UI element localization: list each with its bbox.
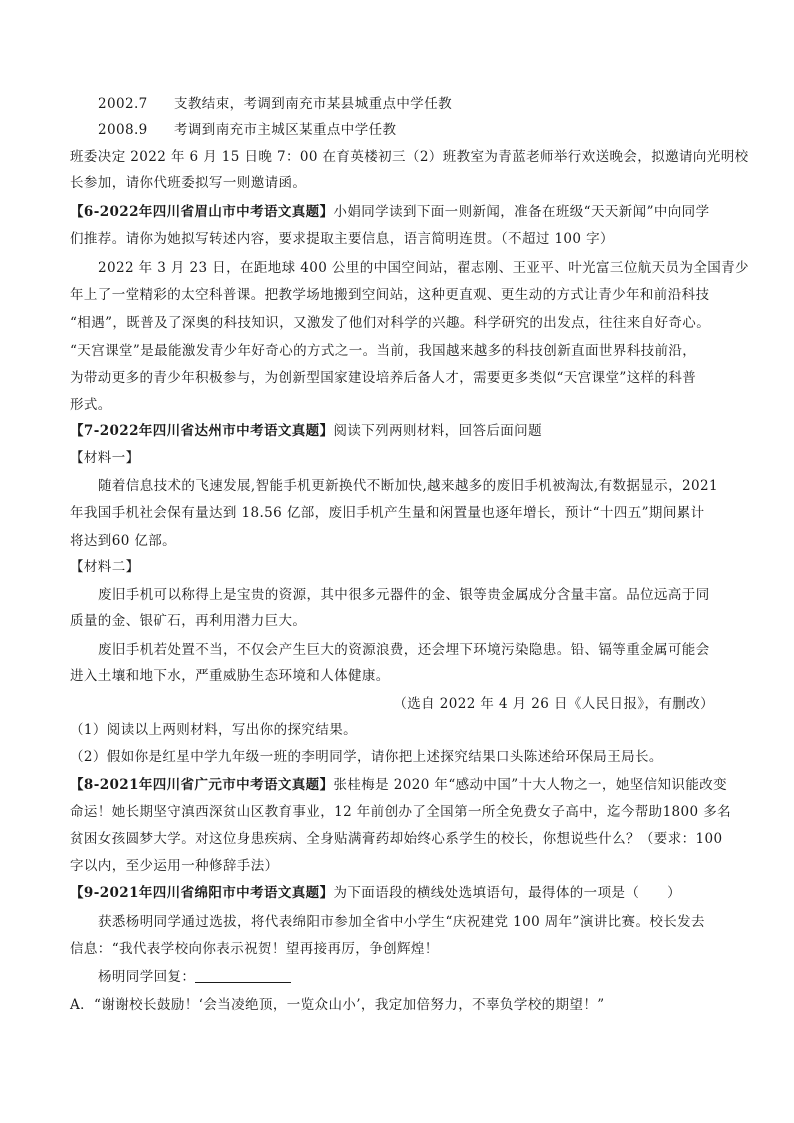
schedule-date: 2002.7 [98, 96, 148, 112]
material-source: （选自 2022 年 4 月 26 日《人民日报》，有删改） [393, 696, 714, 712]
material-two-title: 【材料二】 [70, 559, 140, 575]
q8-text-line: 字以内，至少运用一种修辞手法） [70, 858, 279, 874]
q8-source-tag: 【8-2021年四川省广元市中考语文真题】 [70, 777, 334, 793]
q5-task-line: 长参加，请你代班委拟写一则邀请函。 [70, 175, 307, 191]
q9-source-tag: 【9-2021年四川省绵阳市中考语文真题】 [70, 885, 334, 901]
schedule-row [98, 120, 758, 140]
material-two-line: 废旧手机若处置不当，不仅会产生巨大的资源浪费，还会埋下环境污染隐患。铅、镉等重金属可能会 [98, 642, 710, 658]
schedule-text: 考调到南充市主城区某重点中学任教 [174, 122, 397, 138]
q6-news-line: 形式。 [70, 397, 112, 413]
answer-blank [195, 968, 291, 983]
q9-passage-line: 获悉杨明同学通过选拔，将代表绵阳市参加全省中小学生“庆祝建党 100 周年”演讲比赛。校长发去 [98, 914, 705, 930]
q8-text: 张桂梅是 2020 年“感动中国”十大人物之一，她坚信知识能改变 [333, 777, 728, 793]
material-one-line: 随着信息技术的飞速发展,智能手机更新换代不断加快,越来越多的废旧手机被淘汰,有数据显示，2021 [98, 478, 718, 494]
q8-text-line: 贫困女孩圆梦大学。对这位身患疾病、全身贴满膏药却始终心系学生的校长，你想说些什么？（要求：100 [70, 831, 723, 847]
q5-task-line: 班委决定 2022 年 6 月 15 日晚 7：00 在育英楼初三（2）班教室为青蓝老师举行欢送晚会，拟邀请向光明校 [70, 149, 749, 165]
q7-subquestion-1: （1）阅读以上两则材料，写出你的探究结果。 [70, 722, 357, 738]
q6-news-line: 2022 年 3 月 23 日，在距地球 400 公里的中国空间站，翟志刚、王亚平、叶光富三位航天员为全国青少 [98, 260, 749, 276]
q7-source-tag: 【7-2022年四川省达州市中考语文真题】 [70, 423, 334, 439]
material-one-line: 年我国手机社会保有量达到 18.56 亿部，废旧手机产生量和闲置量也逐年增长，预计“十四五”期间累计 [70, 505, 705, 521]
q9-passage-line: 信息：“我代表学校向你表示祝贺！望再接再厉，争创辉煌！ [70, 941, 439, 957]
material-one-line: 将达到60 亿部。 [70, 533, 177, 549]
q6-source-tag: 【6-2022年四川省眉山市中考语文真题】 [70, 204, 334, 220]
material-two-line: 废旧手机可以称得上是宝贵的资源，其中很多元器件的金、银等贵金属成分含量丰富。品位远高于同 [98, 587, 710, 603]
material-one-title: 【材料一】 [70, 450, 140, 466]
schedule-row [98, 94, 758, 114]
q6-news-line: 年上了一堂精彩的太空科普课。把教学场地搬到空间站，这种更直观、更生动的方式让青少年和前沿科技 [70, 287, 710, 303]
q7-heading-line [70, 421, 730, 441]
q7-prompt: 阅读下列两则材料，回答后面问题 [333, 423, 542, 439]
q7-subquestion-2: （2）假如你是红星中学九年级一班的李明同学，请你把上述探究结果口头陈述给环保局王局长。 [70, 749, 663, 765]
q6-heading-line [70, 202, 730, 222]
q8-text-line: 命运！她长期坚守滇西深贫山区教育事业，12 年前创办了全国第一所全免费女子高中，迄今帮助1800 多名 [70, 804, 732, 820]
schedule-text: 支教结束，考调到南充市某县城重点中学任教 [174, 96, 452, 112]
q9-prompt: 为下面语段的横线处选填语句，最得体的一项是（ ） [333, 885, 681, 901]
q9-heading-line [70, 883, 730, 903]
schedule-date: 2008.9 [98, 122, 148, 138]
q6-news-line: “天宫课堂”是最能激发青少年好奇心的方式之一。当前，我国越来越多的科技创新直面世界科技前沿， [70, 343, 697, 359]
q6-prompt: 小娟同学读到下面一则新闻，准备在班级“天天新闻”中向同学 [333, 204, 710, 220]
q9-reply-label: 杨明同学回复： [98, 969, 196, 985]
q6-prompt-line: 们推荐。请你为她拟写转述内容，要求提取主要信息，语言简明连贯。（不超过 100 字） [70, 231, 614, 247]
material-two-line: 质量的金、银矿石，再利用潜力巨大。 [70, 613, 307, 629]
q6-news-line: “相遇”，既普及了深奥的科技知识，又激发了他们对科学的兴趣。科学研究的出发点，往往来自好奇心。 [70, 315, 711, 331]
material-two-line: 进入土壤和地下水，严重威胁生态环境和人体健康。 [70, 668, 390, 684]
q8-heading-line [70, 775, 730, 795]
q9-option-a: A．“谢谢校长鼓励！‘会当凌绝顶，一览众山小’，我定加倍努力，不辜负学校的期望！” [70, 997, 605, 1013]
q9-reply-line [98, 967, 758, 987]
q6-news-line: 为带动更多的青少年积极参与，为创新型国家建设培养后备人才，需要更多类似“天宫课堂”这样的科普 [70, 370, 697, 386]
